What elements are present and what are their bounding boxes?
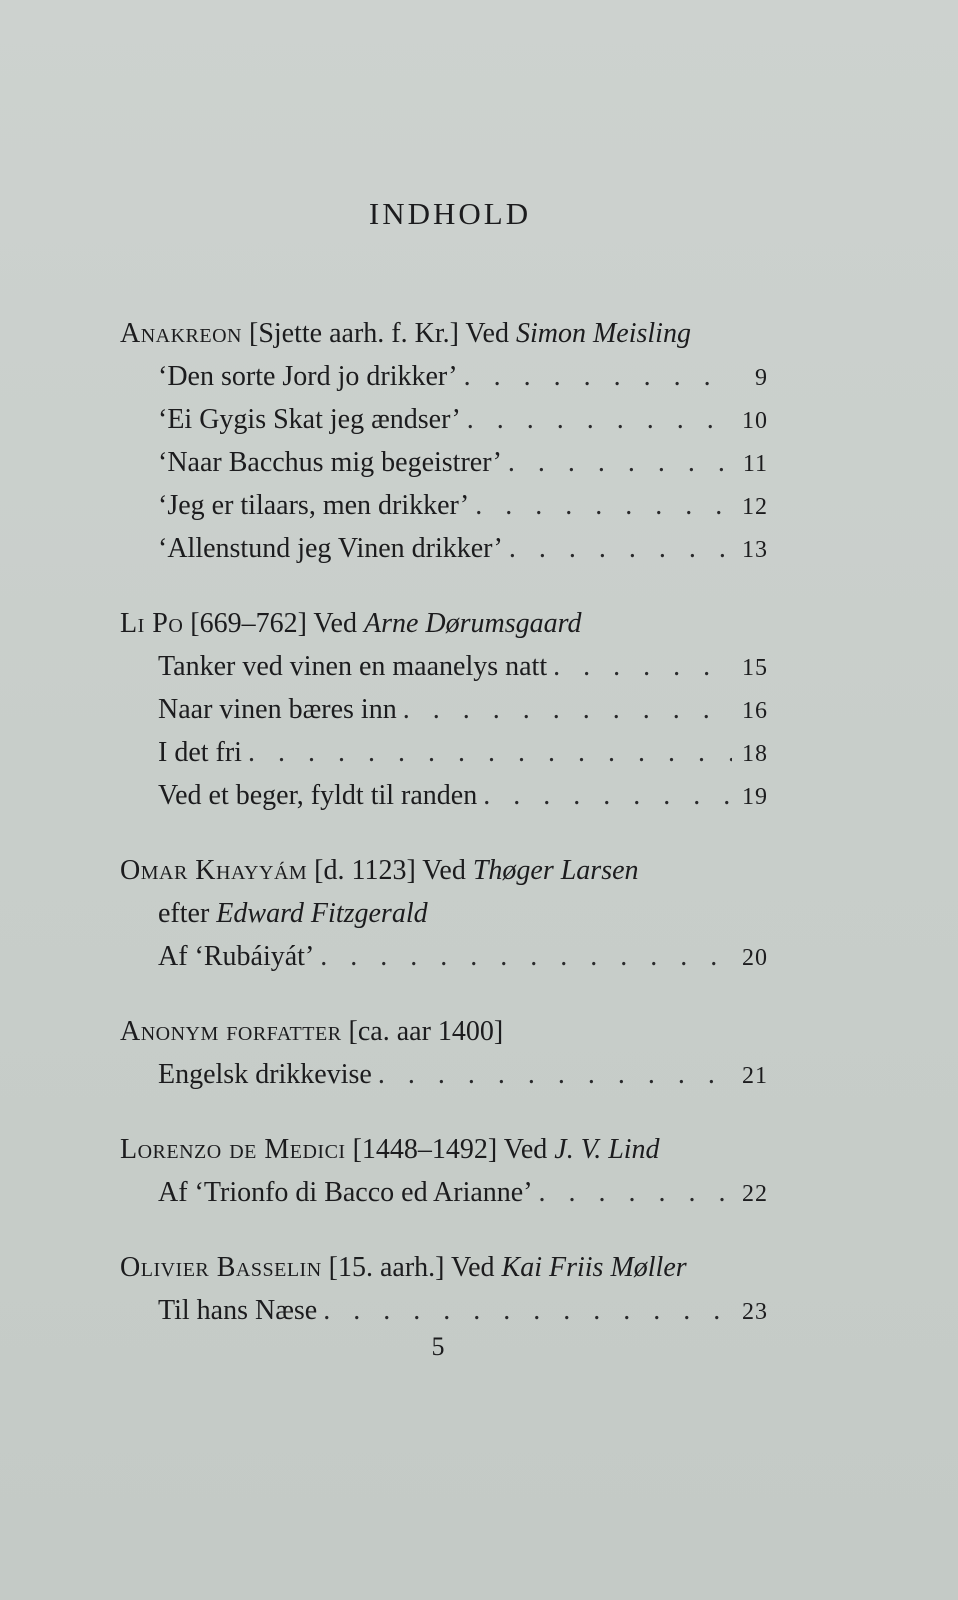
dot-leader [533, 1171, 732, 1214]
toc-entry[interactable] [120, 1171, 768, 1214]
section-heading [120, 1010, 768, 1053]
toc-section [120, 1246, 768, 1332]
dot-leader [469, 484, 732, 527]
entry-page: 23 [742, 1299, 768, 1325]
toc-entry[interactable] [120, 355, 768, 398]
dot-leader [547, 645, 732, 688]
entry-title: ‘Ei Gygis Skat jeg ændser’ [158, 404, 461, 435]
entry-page: 9 [755, 365, 768, 391]
author-info: [d. 1123] Ved [314, 855, 466, 886]
toc-entry[interactable] [120, 731, 768, 774]
toc-entry[interactable] [120, 1053, 768, 1096]
translator-name: J. V. Lind [554, 1134, 660, 1165]
section-subheading [120, 892, 768, 935]
page-title: INDHOLD [368, 196, 532, 231]
entry-title: I det fri [158, 737, 242, 768]
author-name: Li Po [120, 608, 184, 639]
entry-page: 13 [742, 537, 768, 563]
toc-entry[interactable] [120, 398, 768, 441]
dot-leader [397, 688, 732, 731]
author-name: Anakreon [120, 318, 242, 349]
toc-entry[interactable] [120, 645, 768, 688]
entry-title: ‘Den sorte Jord jo drikker’ [158, 361, 458, 392]
entry-title: Af ‘Rubáiyát’ [158, 941, 315, 972]
dot-leader [461, 398, 732, 441]
entry-title: Engelsk drikkevise [158, 1059, 372, 1090]
entry-title: Tanker ved vinen en maanelys natt [158, 651, 548, 682]
toc-entry[interactable] [120, 935, 768, 978]
dot-leader [317, 1289, 732, 1332]
toc-section [120, 1128, 768, 1214]
entry-page: 10 [742, 408, 768, 434]
toc-entry[interactable] [120, 688, 768, 731]
dot-leader [477, 774, 732, 817]
toc-entry[interactable] [120, 484, 768, 527]
entry-page: 11 [742, 451, 768, 477]
author-name: Lorenzo de Medici [120, 1134, 346, 1165]
entry-title: Til hans Næse [158, 1295, 318, 1326]
dot-leader [502, 441, 732, 484]
dot-leader [503, 527, 732, 570]
author-info: [Sjette aarh. f. Kr.] Ved [249, 318, 509, 349]
entry-page: 18 [742, 741, 768, 767]
section-heading [120, 1246, 768, 1289]
author-info: [ca. aar 1400] [348, 1016, 504, 1047]
author-name: Omar Khayyám [120, 855, 308, 886]
sub-prefix: efter [158, 898, 210, 929]
entry-title: Naar vinen bæres inn [158, 694, 397, 725]
toc-entry[interactable] [120, 441, 768, 484]
section-heading [120, 1128, 768, 1171]
table-of-contents [120, 312, 768, 1364]
entry-page: 20 [742, 945, 768, 971]
entry-title: Ved et beger, fyldt til randen [158, 780, 478, 811]
entry-page: 21 [742, 1063, 768, 1089]
entry-title: ‘Jeg er tilaars, men drikker’ [158, 490, 470, 521]
entry-page: 22 [742, 1181, 768, 1207]
translator-name: Kai Friis Møller [501, 1252, 687, 1283]
toc-section [120, 849, 768, 978]
entry-page: 12 [742, 494, 768, 520]
toc-section [120, 1010, 768, 1096]
entry-title: ‘Naar Bacchus mig begeistrer’ [158, 447, 502, 478]
author-info: [15. aarh.] Ved [328, 1252, 495, 1283]
entry-page: 16 [742, 698, 768, 724]
entry-title: ‘Allenstund jeg Vinen drikker’ [158, 533, 503, 564]
page-number: 5 [431, 1332, 445, 1361]
author-info: [669–762] Ved [190, 608, 357, 639]
author-name: Olivier Basselin [120, 1252, 322, 1283]
toc-entry[interactable] [120, 1289, 768, 1332]
entry-title: Af ‘Trionfo di Bacco ed Arianne’ [158, 1177, 533, 1208]
section-heading [120, 602, 768, 645]
section-heading [120, 849, 768, 892]
toc-section [120, 602, 768, 817]
dot-leader [372, 1053, 732, 1096]
dot-leader [242, 731, 732, 774]
translator-name: Simon Meisling [515, 318, 691, 349]
translator-name: Thøger Larsen [472, 855, 639, 886]
toc-entry[interactable] [120, 774, 768, 817]
dot-leader [314, 935, 732, 978]
toc-section [120, 312, 768, 570]
section-heading [120, 312, 768, 355]
translator-name: Arne Dørumsgaard [363, 608, 582, 639]
sub-name: Edward Fitzgerald [216, 898, 428, 929]
toc-entry[interactable] [120, 527, 768, 570]
dot-leader [458, 355, 732, 398]
author-info: [1448–1492] Ved [352, 1134, 548, 1165]
entry-page: 15 [742, 655, 768, 681]
entry-page: 19 [742, 784, 768, 810]
author-name: Anonym forfatter [120, 1016, 342, 1047]
